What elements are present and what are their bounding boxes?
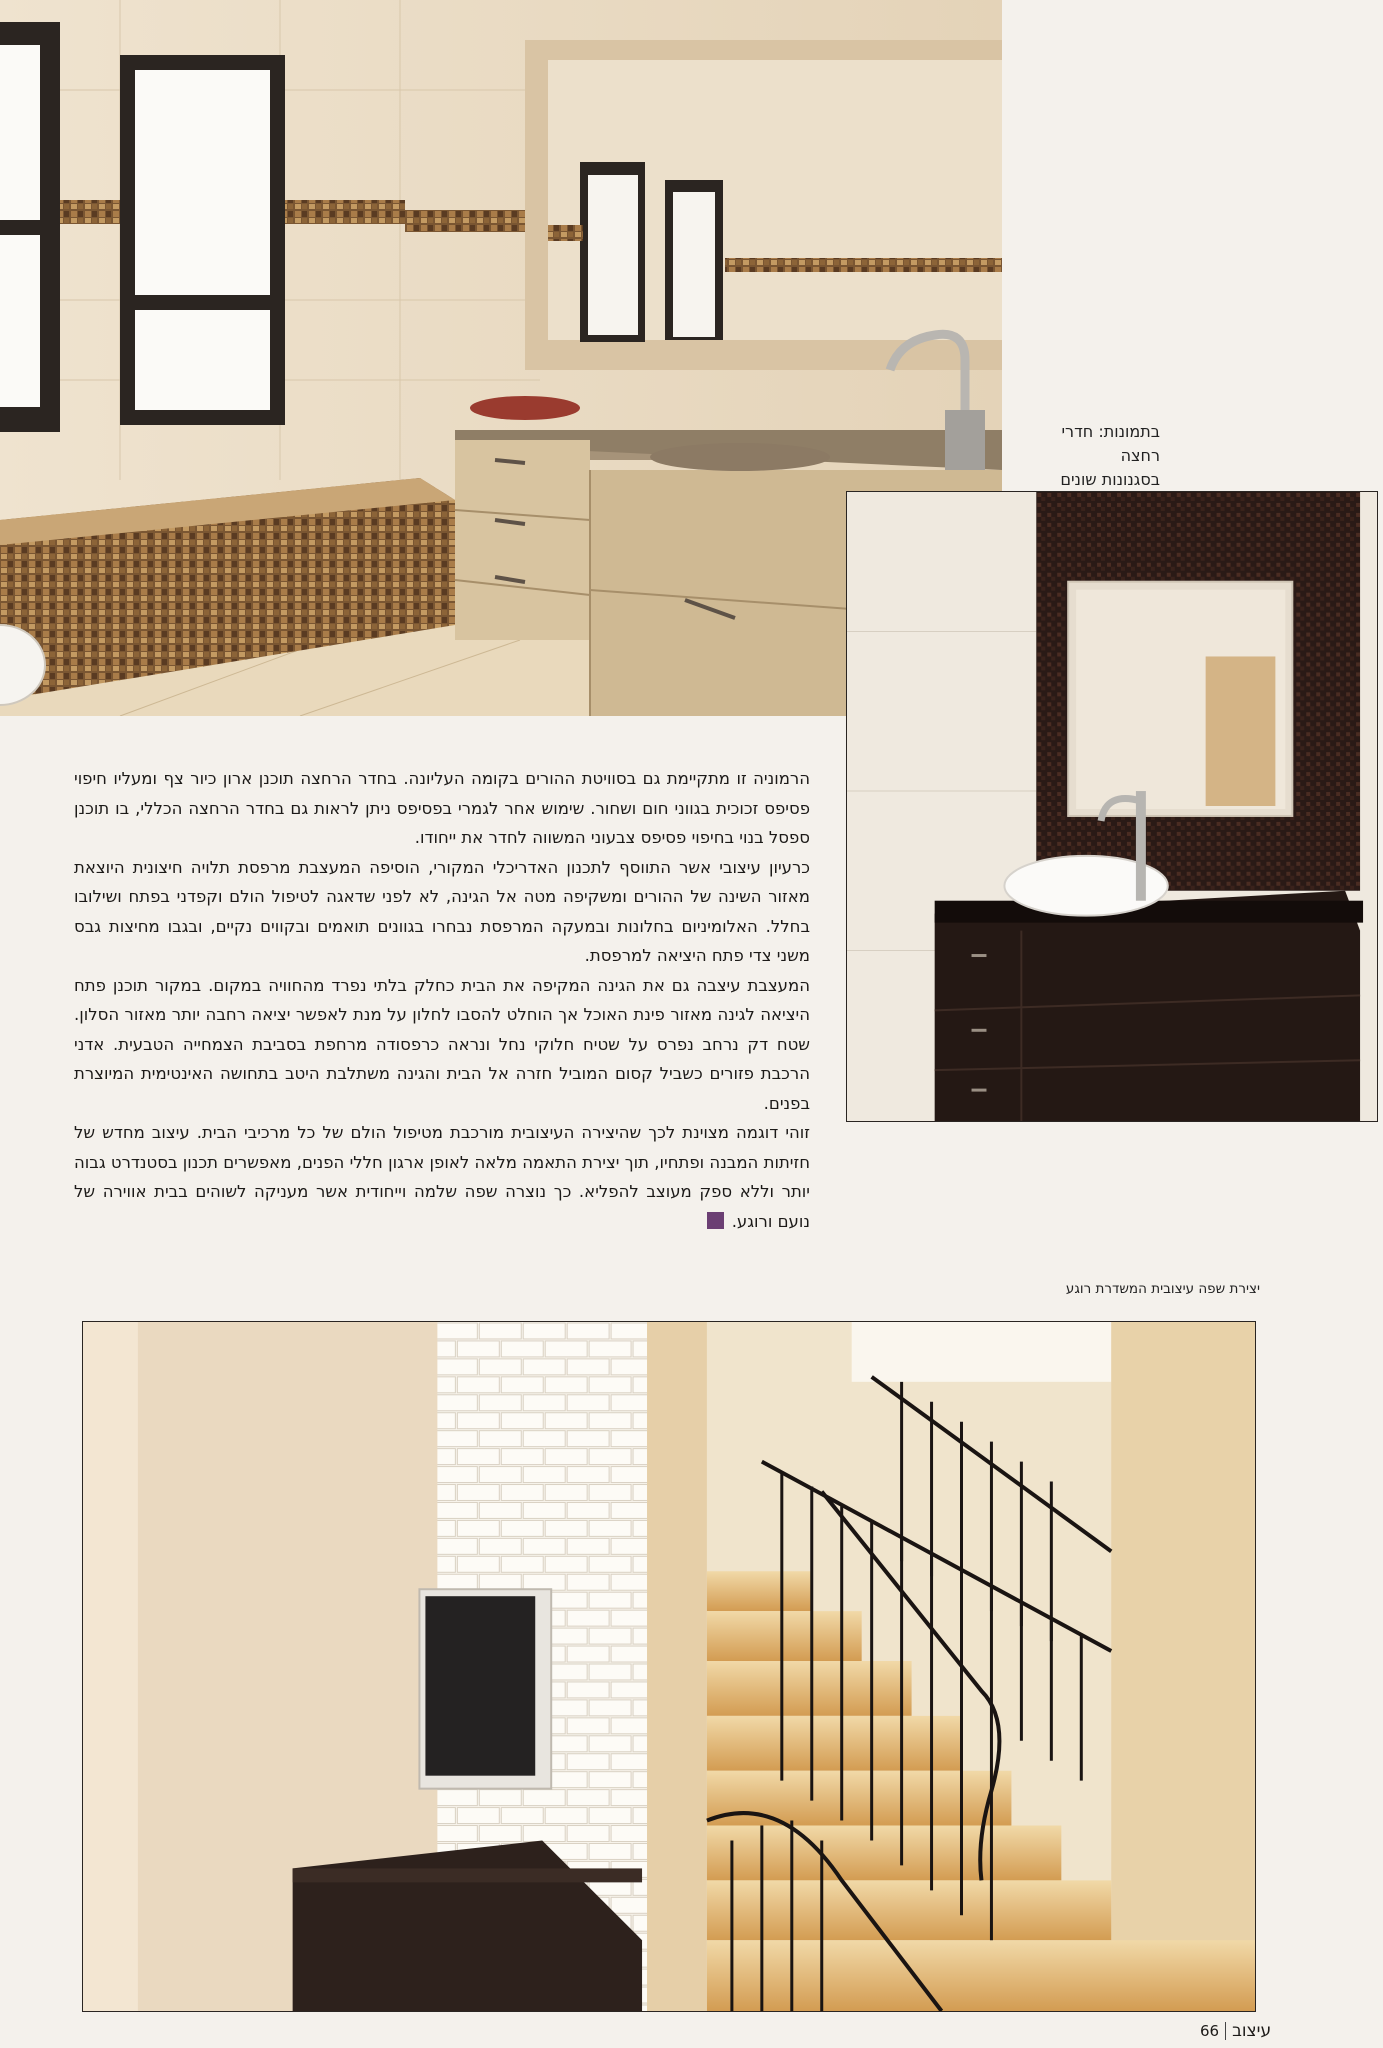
article-paragraph-2: כרעיון עיצובי אשר התווסף לתכנון האדריכלי המקורי, הוסיפה המעצבת מרפסת תלויה חיצונית היוצאת מאזור השינה של ההורים ומשקיפה מטה אל הגינה, לא לפני שדאגה לטיפול הולם וקפדני בפתח ושילובו בחלל. האלומיניום בחלונות ובמעקה המרפסת נבחרו בגוונים תואמים ובקווים נקיים, ובגבו מחיצות גבס משני צדי פתח היציאה למרפסת. — [74, 857, 810, 965]
article-paragraph-4 — [74, 1118, 810, 1236]
article-paragraph-4-text: זוהי דוגמה מצוינת לכך שהיצירה העיצובית מורכבת מטיפול הולם של כל מרכיבי הבית. עיצוב מחדש של חזיתות המבנה ופתחיו, תוך יצירת התאמה מלאה לאופן ארגון חללי הפנים, מאפשרים תכנון בסטנדרט גבוה יותר וללא ספק מעוצב להפליא. כך נוצרה שפה שלמה וייחודית אשר מעניקה לשוהים בבית אווירה של נועם ורוגע. — [74, 1123, 810, 1231]
page-footer — [1200, 2018, 1271, 2044]
article-body — [74, 764, 810, 1236]
dark-vanity-illustration — [847, 492, 1377, 1121]
bottom-photo-caption: יצירת שפה עיצובית המשדרת רוגע — [1065, 1281, 1260, 1297]
staircase-illustration — [83, 1322, 1255, 2011]
article-paragraph-3: המעצבת עיצבה גם את הגינה המקיפה את הבית כחלק בלתי נפרד מהחוויה במקום. במקור תוכנן פתח היציאה לגינה מאזור פינת האוכל אך הוחלט להסבו לחלון על מנת לאפשר יציאה רחבה יותר מאזור הסלון. שטח דק נרחב נפרס על שטיח חלוקי נחל ונראה כרפסודה מרחפת בסביבת הצמחייה הטבעית. אדני הרכבת פזורים כשביל קסום המוביל חזרה אל הבית והגינה משתלבת היטב בתחושה האינטימית המיוצרת בפנים. — [74, 975, 810, 1113]
footer-divider — [1225, 2022, 1226, 2040]
caption-line-2: בסגנונות שונים — [1060, 470, 1160, 489]
photo-living-room-staircase — [82, 1321, 1256, 2012]
end-of-article-mark — [707, 1212, 724, 1229]
photo-caption — [1040, 420, 1160, 492]
magazine-name: עיצוב — [1232, 2021, 1272, 2041]
article-paragraph-1: הרמוניה זו מתקיימת גם בסוויטת ההורים בקומה העליונה. בחדר הרחצה תוכנן ארון כיור צף ומעליו חיפוי פסיפס זכוכית בגווני חום ושחור. שימוש אחר לגמרי בפסיפס ניתן לראות גם בחדר הרחצה הכללי, בו תוכנן ספסל בנוי בחיפוי פסיפס צבעוני המשווה לחדר את ייחודו. — [74, 769, 810, 847]
photo-bathroom-dark-vanity — [846, 491, 1378, 1122]
page-number: 66 — [1200, 2022, 1220, 2040]
caption-line-1: בתמונות: חדרי רחצה — [1061, 422, 1160, 465]
